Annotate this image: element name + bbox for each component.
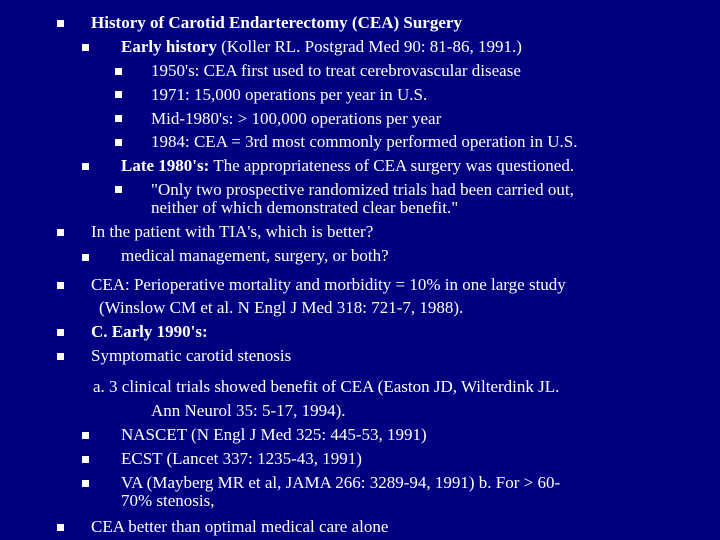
bullet-square-icon xyxy=(115,115,122,122)
management-options: medical management, surgery, or both? xyxy=(121,246,389,265)
item-1950s: 1950's: CEA first used to treat cerebrovascular disease xyxy=(151,61,521,80)
cea-conclusion: CEA better than optimal medical care alone xyxy=(91,517,389,536)
slide-title-text: History of Carotid Endarterectomy (CEA) Surgery xyxy=(91,13,462,32)
early-history-label: Early history xyxy=(121,37,217,56)
bullet-square-icon xyxy=(57,20,64,27)
bullet-square-icon xyxy=(82,254,89,261)
winslow-citation: (Winslow CM et al. N Engl J Med 318: 721-7, 1988). xyxy=(99,298,464,317)
late-1980s-text: The appropriateness of CEA surgery was questioned. xyxy=(209,156,575,175)
bullet-square-icon xyxy=(82,163,89,170)
late-1980s-line xyxy=(121,156,574,175)
bullet-square-icon xyxy=(115,186,122,193)
trial-va-line-2: 70% stenosis, xyxy=(121,491,215,510)
bullet-square-icon xyxy=(57,282,64,289)
trial-ecst: ECST (Lancet 337: 1235-43, 1991) xyxy=(121,449,362,468)
early-history-line xyxy=(121,37,522,56)
perioperative-line: CEA: Perioperative mortality and morbidity = 10% in one large study xyxy=(91,275,566,294)
bullet-square-icon xyxy=(57,524,64,531)
bullet-square-icon xyxy=(57,229,64,236)
trial-nascet: NASCET (N Engl J Med 325: 445-53, 1991) xyxy=(121,425,427,444)
early-1990s-text: C. Early 1990's: xyxy=(91,322,208,341)
bullet-square-icon xyxy=(82,480,89,487)
bullet-square-icon xyxy=(82,456,89,463)
bullet-square-icon xyxy=(115,91,122,98)
trials-benefit-line: a. 3 clinical trials showed benefit of CEA (Easton JD, Wilterdink JL. xyxy=(93,377,560,396)
bullet-square-icon xyxy=(57,329,64,336)
easton-citation: Ann Neurol 35: 5-17, 1994). xyxy=(151,401,346,420)
trial-va-line-1: VA (Mayberg MR et al, JAMA 266: 3289-94, 1991) b. For > 60- xyxy=(121,473,561,492)
item-1984: 1984: CEA = 3rd most commonly performed operation in U.S. xyxy=(151,132,578,151)
symptomatic-stenosis: Symptomatic carotid stenosis xyxy=(91,346,292,365)
bullet-square-icon xyxy=(82,44,89,51)
quote-line-2: neither of which demonstrated clear benefit." xyxy=(151,198,459,217)
item-1971: 1971: 15,000 operations per year in U.S. xyxy=(151,85,428,104)
quote-line-1: "Only two prospective randomized trials had been carried out, xyxy=(151,180,574,199)
bullet-square-icon xyxy=(82,432,89,439)
slide-title xyxy=(91,13,462,32)
early-history-citation: (Koller RL. Postgrad Med 90: 81-86, 1991.) xyxy=(216,37,522,56)
early-1990s-heading xyxy=(91,322,208,341)
bullet-square-icon xyxy=(57,353,64,360)
item-mid-1980s: Mid-1980's: > 100,000 operations per year xyxy=(151,109,442,128)
bullet-square-icon xyxy=(115,68,122,75)
bullet-square-icon xyxy=(115,139,122,146)
tia-question: In the patient with TIA's, which is better? xyxy=(91,222,374,241)
late-1980s-label: Late 1980's: xyxy=(121,156,210,175)
